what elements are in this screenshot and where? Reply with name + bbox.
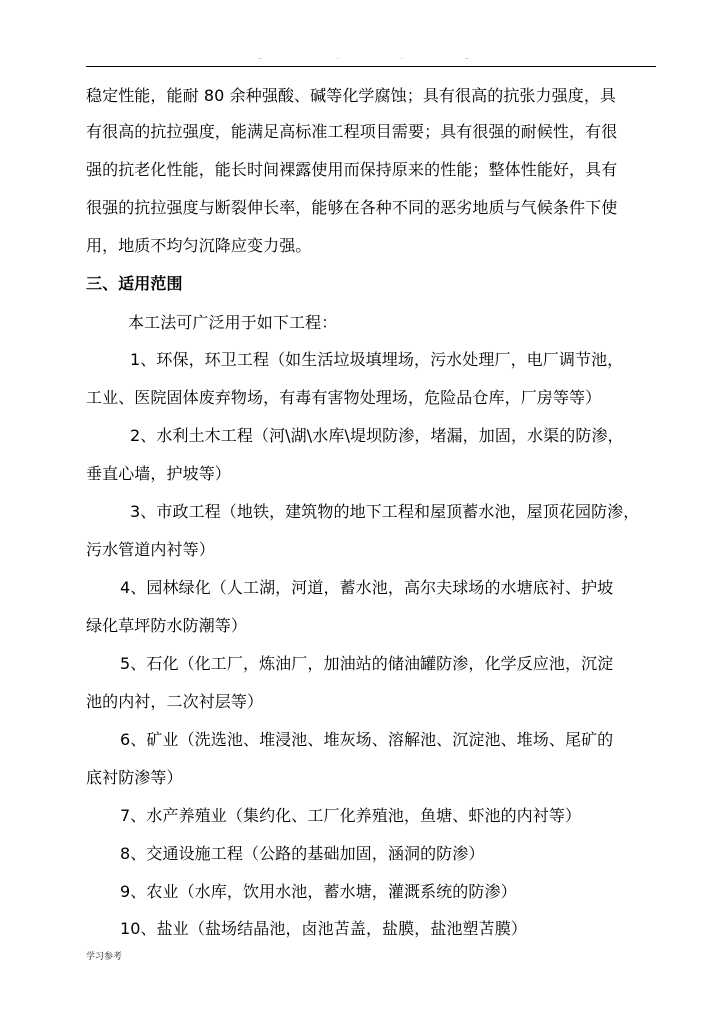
list-item-line: 1、环保，环卫工程（如生活垃圾填埋场，污水处理厂，电厂调节池， xyxy=(130,350,624,369)
header-marks xyxy=(0,54,724,64)
list-item-line: 5、石化（化工厂，炼油厂，加油站的储油罐防渗，化学反应池，沉淀 xyxy=(120,654,614,673)
list-item-line: 8、交通设施工程（公路的基础加固，涵洞的防渗） xyxy=(120,844,485,863)
list-item-line: 9、农业（水库，饮用水池，蓄水塘，灌溉系统的防渗） xyxy=(120,882,517,901)
list-item-line: 6、矿业（洗选池、堆浸池、堆灰场、溶解池、沉淀池、堆场、尾矿的 xyxy=(120,730,614,749)
list-item-line: 7、水产养殖业（集约化、工厂化养殖池，鱼塘、虾池的内衬等） xyxy=(120,806,582,825)
header-mark: .. xyxy=(465,54,469,61)
paragraph-line: 稳定性能，能耐 80 余种强酸、碱等化学腐蚀；具有很高的抗张力强度，具 xyxy=(86,86,617,105)
paragraph-line: 用，地质不均匀沉降应变力强。 xyxy=(86,236,312,255)
header-mark: . xyxy=(337,54,339,61)
paragraph-line: 很强的抗拉强度与断裂伸长率，能够在各种不同的恶劣地质与气候条件下使 xyxy=(86,198,618,217)
list-item-line: 4、园林绿化（人工湖，河道，蓄水池，高尔夫球场的水塘底衬、护坡 xyxy=(120,578,614,597)
list-item-line: 垂直心墙，护坡等） xyxy=(86,464,231,483)
header-mark: .. xyxy=(258,54,262,61)
list-item-line: 10、盐业（盐场结晶池，卤池苫盖，盐膜，盐池塑苫膜） xyxy=(120,919,527,938)
paragraph-line: 有很高的抗拉强度，能满足高标准工程项目需要；具有很强的耐候性，有很 xyxy=(86,122,618,141)
header-rule xyxy=(86,66,656,67)
section-heading: 三、适用范围 xyxy=(86,274,183,293)
list-item-line: 底衬防渗等） xyxy=(86,768,183,787)
intro-line: 本工法可广泛用于如下工程： xyxy=(128,313,338,332)
paragraph-line: 强的抗老化性能，能长时间裸露使用而保持原来的性能；整体性能好，具有 xyxy=(86,160,618,179)
footer-text: 学习参考 xyxy=(86,952,123,962)
header-mark: . xyxy=(401,54,403,61)
list-item-line: 3、市政工程（地铁，建筑物的地下工程和屋顶蓄水池，屋顶花园防渗， xyxy=(130,502,640,521)
list-item-line: 池的内衬，二次衬层等） xyxy=(86,692,264,711)
list-item-line: 绿化草坪防水防潮等） xyxy=(86,616,248,635)
list-item-line: 工业、医院固体废弃物场，有毒有害物处理场，危险品仓库，厂房等等） xyxy=(86,388,602,407)
list-item-line: 污水管道内衬等） xyxy=(86,540,215,559)
list-item-line: 2、水利土木工程（河\湖\水库\堤坝防渗，堵漏，加固，水渠的防渗， xyxy=(130,426,624,445)
